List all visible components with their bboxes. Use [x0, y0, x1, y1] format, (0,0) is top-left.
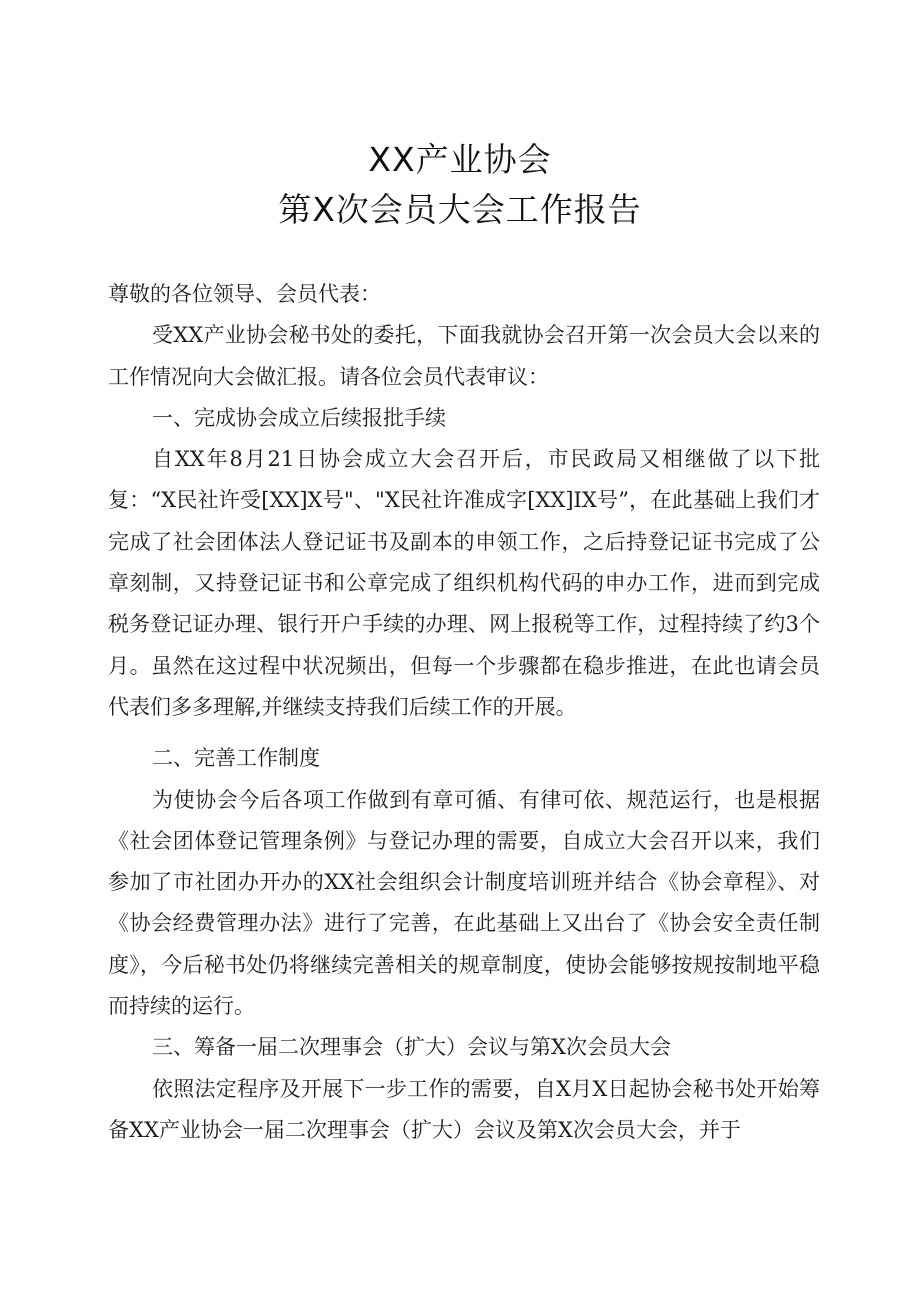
paragraph-section-1: 自XX年8月21日协会成立大会召开后，市民政局又相继做了以下批复：“X民社许受[XX]X号"、"X民社许准成字[XX]IX号”，在此基础上我们才完成了社会团体法人登记证书及副本的申领工作，之后持登记证书完成了公章刻制，又持登记证书和公章完成了组织机构代码的申办工作，进而到完成税务登记证办理、银行开户手续的办理、网上报税等工作，过程持续了约3个月。虽然在这过程中状况频出，但每一个步骤都在稳步推进，在此也请会员代表们多多理解,并继续支持我们后续工作的开展。	[108, 447, 820, 719]
section-heading-2: 二、完善工作制度	[152, 746, 320, 771]
document-title: XX产业协会	[368, 140, 552, 179]
paragraph-section-3: 依照法定程序及开展下一步工作的需要，自X月X日起协会秘书处开始筹备XX产业协会一届二次理事会（扩大）会议及第X次会员大会，并于	[108, 1076, 820, 1142]
document-subtitle: 第X次会员大会工作报告	[278, 190, 642, 229]
paragraph-section-2: 为使协会今后各项工作做到有章可循、有律可依、规范运行，也是根据《社会团体登记管理条例》与登记办理的需要，自成立大会召开以来，我们参加了市社团办开办的XX社会组织会计制度培训班并结合《协会章程》、对《协会经费管理办法》进行了完善，在此基础上又出台了《协会安全责任制度》，今后秘书处仍将继续完善相关的规章制度，使协会能够按规按制地平稳而持续的运行。	[108, 787, 820, 1019]
salutation: 尊敬的各位领导、会员代表：	[108, 282, 381, 306]
document-body	[108, 274, 820, 1151]
section-heading-3: 三、筹备一届二次理事会（扩大）会议与第X次会员大会	[152, 1035, 671, 1060]
section-heading-1: 一、完成协会成立后续报批手续	[152, 405, 446, 430]
paragraph-intro: 受XX产业协会秘书处的委托，下面我就协会召开第一次会员大会以来的工作情况向大会做汇报。请各位会员代表审议：	[108, 323, 820, 389]
